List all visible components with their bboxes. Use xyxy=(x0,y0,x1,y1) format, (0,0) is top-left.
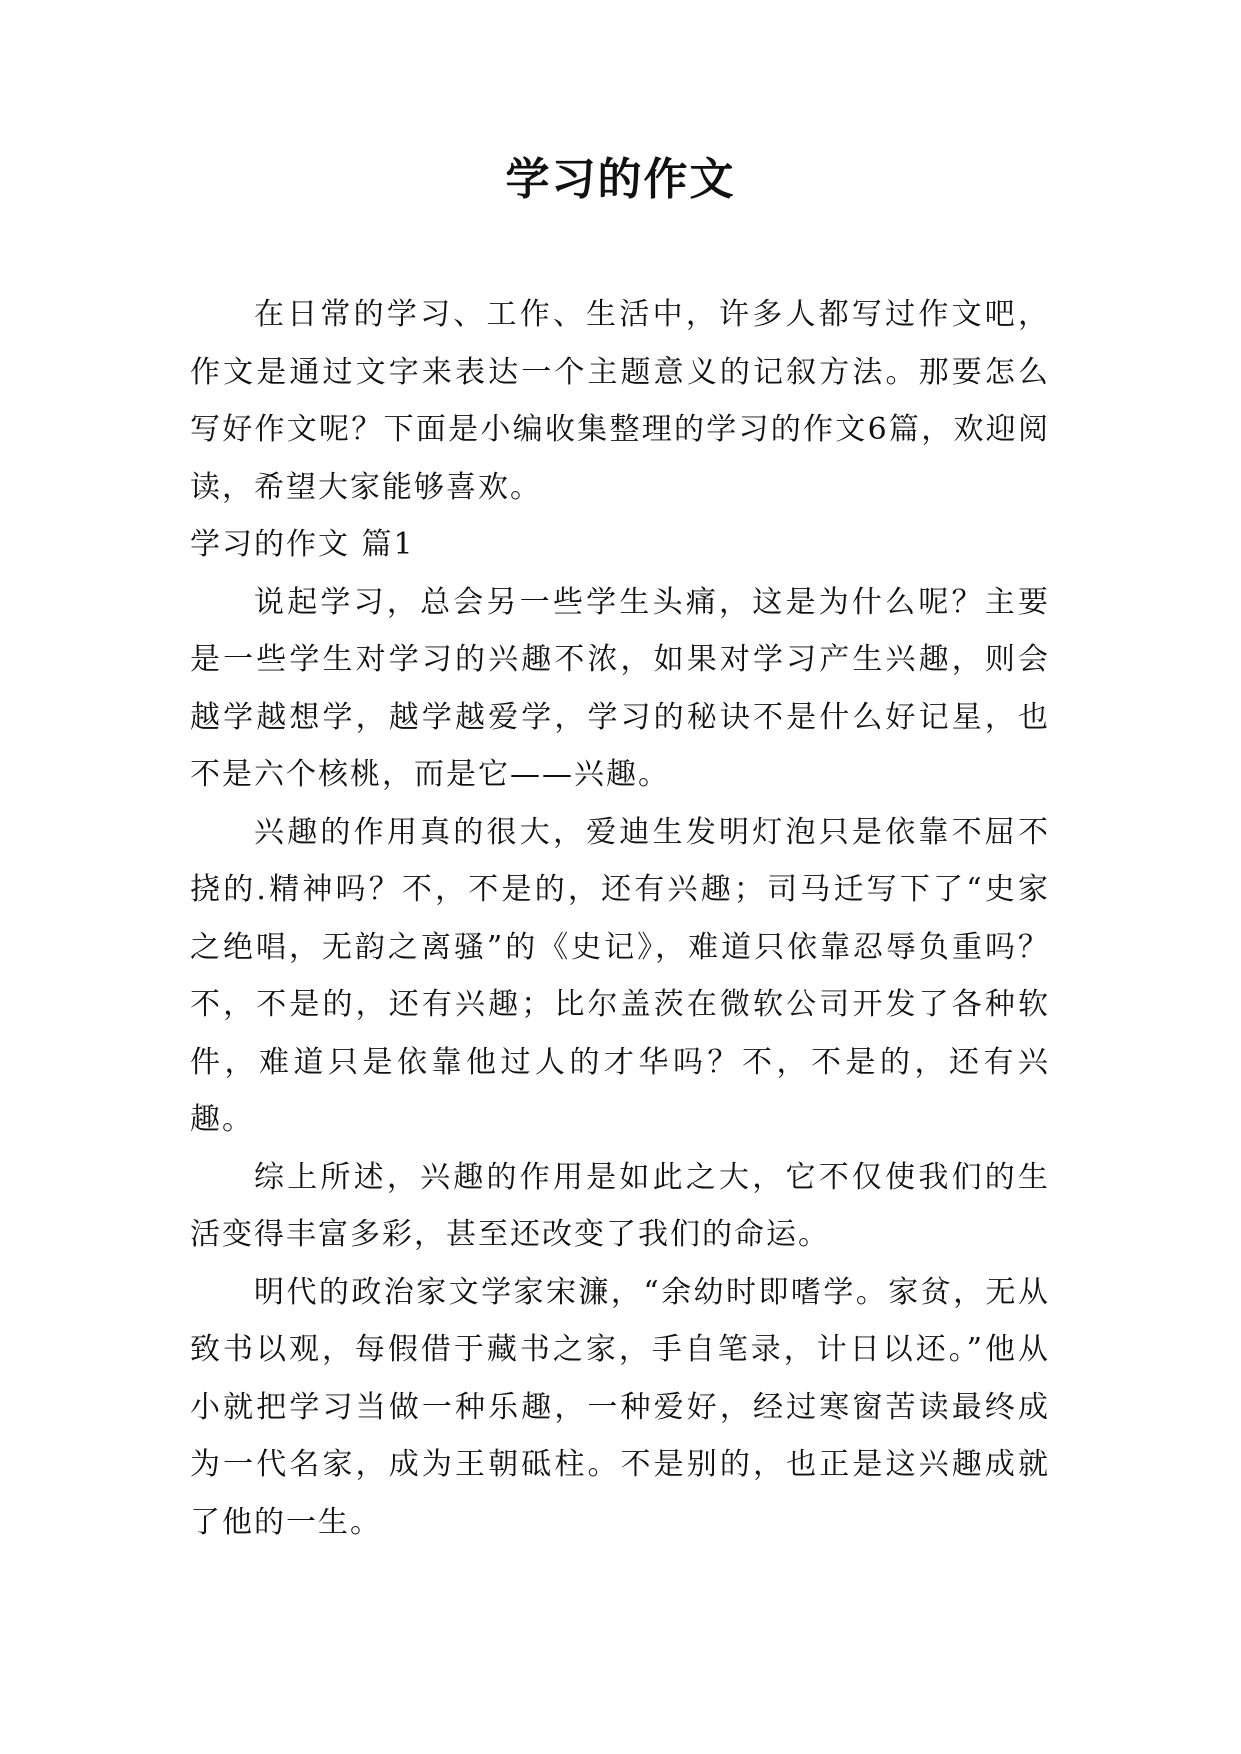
body-paragraph: 兴趣的作用真的很大，爱迪生发明灯泡只是依靠不屈不挠的.精神吗？不，不是的，还有兴趣；司马迁写下了“史家之绝唱，无韵之离骚”的《史记》，难道只依靠忍辱负重吗？不，不是的，还有兴趣；比尔盖茨在微软公司开发了各种软件，难道只是依靠他过人的才华吗？不，不是的，还有兴趣。 xyxy=(190,814,1050,1137)
body-paragraph: 综上所述，兴趣的作用是如此之大，它不仅使我们的生活变得丰富多彩，甚至还改变了我们的命运。 xyxy=(190,1159,1050,1252)
body-paragraph: 说起学习，总会另一些学生头痛，这是为什么呢？主要是一些学生对学习的兴趣不浓，如果对学习产生兴趣，则会越学越想学，越学越爱学，学习的秘诀不是什么好记星，也不是六个核桃，而是它——兴趣。 xyxy=(190,584,1050,792)
document-title: 学习的作文 xyxy=(505,154,736,205)
document-body xyxy=(190,286,1050,1551)
body-paragraph: 明代的政治家文学家宋濂，“余幼时即嗜学。家贫，无从致书以观，每假借于藏书之家，手自笔录，计日以还。”他从小就把学习当做一种乐趣，一种爱好，经过寒窗苦读最终成为一代名家，成为王朝砥柱。不是别的，也正是这兴趣成就了他的一生。 xyxy=(190,1274,1050,1540)
intro-paragraph: 在日常的学习、工作、生活中，许多人都写过作文吧，作文是通过文字来表达一个主题意义的记叙方法。那要怎么写好作文呢？下面是小编收集整理的学习的作文6篇，欢迎阅读，希望大家能够喜欢。 xyxy=(190,297,1050,505)
section-heading: 学习的作文 篇1 xyxy=(190,527,415,562)
